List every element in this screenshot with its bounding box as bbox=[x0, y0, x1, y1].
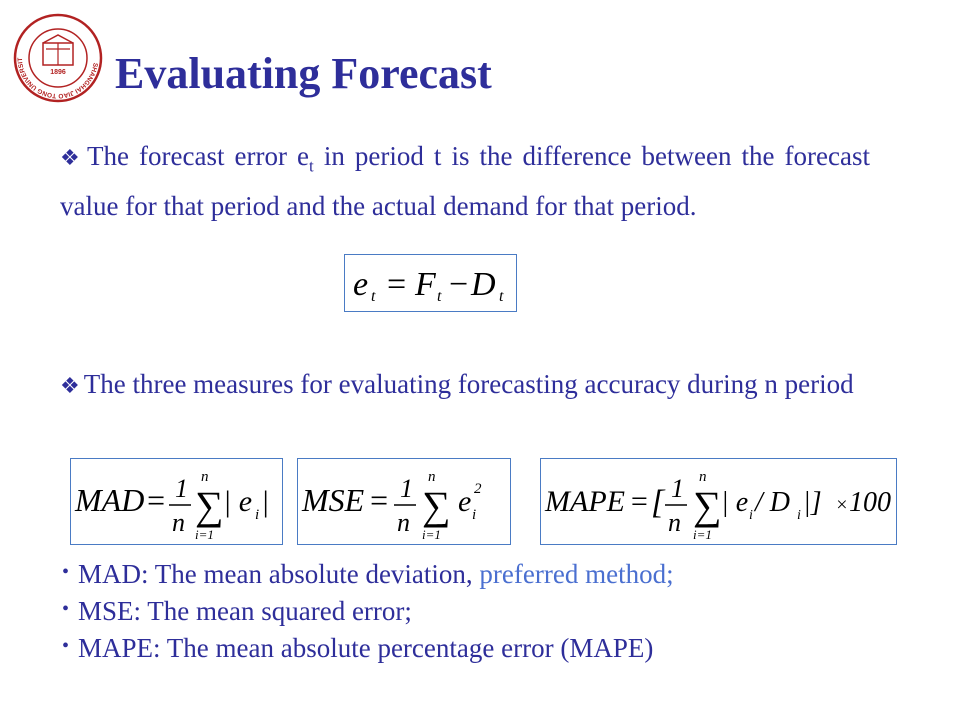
list-item: • MAPE: The mean absolute percentage error (MAPE) bbox=[62, 630, 674, 667]
svg-text:=: = bbox=[629, 485, 650, 518]
svg-text:=: = bbox=[368, 482, 390, 518]
mse-formula bbox=[297, 458, 511, 545]
forecast-error-formula bbox=[344, 254, 517, 312]
list-item: • MAD: The mean absolute deviation, preferred method; bbox=[62, 556, 674, 593]
university-logo bbox=[13, 13, 103, 103]
mape-formula bbox=[540, 458, 897, 545]
svg-text:n: n bbox=[172, 508, 185, 537]
list-item: • MSE: The mean squared error; bbox=[62, 593, 674, 630]
svg-text:F: F bbox=[415, 266, 436, 303]
star-bullet-icon: ❖ bbox=[60, 373, 80, 398]
svg-text:n: n bbox=[428, 469, 436, 485]
svg-text:n: n bbox=[397, 508, 410, 537]
svg-text:MAD: MAD bbox=[75, 482, 145, 518]
svg-text:i: i bbox=[749, 508, 753, 523]
svg-text:/ D: / D bbox=[755, 487, 790, 518]
mad-formula bbox=[70, 458, 283, 545]
svg-text:−: − bbox=[449, 266, 469, 303]
star-bullet-icon: ❖ bbox=[60, 145, 84, 170]
svg-text:t: t bbox=[437, 288, 442, 305]
svg-text:e: e bbox=[353, 266, 369, 303]
svg-text:∑: ∑ bbox=[693, 483, 722, 528]
svg-text:|]: |] bbox=[803, 487, 822, 518]
svg-text:n: n bbox=[699, 469, 707, 485]
measures-list bbox=[62, 556, 674, 667]
svg-text:∑: ∑ bbox=[195, 483, 224, 528]
svg-text:t: t bbox=[371, 288, 376, 305]
svg-text:1: 1 bbox=[400, 474, 413, 503]
svg-text:=: = bbox=[387, 266, 407, 303]
svg-text:i=1: i=1 bbox=[693, 527, 712, 542]
svg-text:| e: | e bbox=[721, 487, 749, 518]
svg-text:e: e bbox=[458, 485, 472, 518]
svg-text:MSE: MSE bbox=[302, 482, 365, 518]
svg-text:×: × bbox=[835, 494, 849, 516]
svg-text:2: 2 bbox=[474, 481, 482, 497]
svg-text:n: n bbox=[668, 508, 681, 537]
svg-text:100: 100 bbox=[849, 487, 891, 518]
svg-text:|: | bbox=[261, 485, 270, 518]
svg-text:=: = bbox=[145, 482, 167, 518]
svg-text:D: D bbox=[471, 266, 496, 303]
svg-text:1: 1 bbox=[175, 474, 188, 503]
svg-text:| e: | e bbox=[223, 485, 253, 518]
svg-text:t: t bbox=[499, 288, 504, 305]
slide-title: Evaluating Forecast bbox=[115, 49, 492, 98]
svg-text:SHANGHAI JIAO TONG UNIVERSITY: SHANGHAI JIAO TONG UNIVERSIT bbox=[16, 57, 99, 100]
svg-text:n: n bbox=[201, 469, 209, 485]
svg-text:i: i bbox=[255, 507, 260, 523]
svg-text:i: i bbox=[472, 507, 477, 523]
paragraph-forecast-error: ❖ The forecast error $e_t$ in period t is the difference between the forecast value for that period and the actual demand for that period. bbox=[60, 141, 870, 222]
svg-text:[: [ bbox=[651, 484, 665, 521]
svg-text:∑: ∑ bbox=[422, 483, 451, 528]
svg-text:1896: 1896 bbox=[50, 69, 66, 76]
paragraph-three-measures: ❖ The three measures for evaluating forecasting accuracy during n period bbox=[60, 369, 854, 399]
svg-text:i=1: i=1 bbox=[422, 527, 441, 542]
svg-text:i=1: i=1 bbox=[195, 527, 214, 542]
svg-text:1: 1 bbox=[671, 474, 684, 503]
svg-text:i: i bbox=[797, 508, 801, 523]
svg-text:MAPE: MAPE bbox=[545, 485, 625, 518]
